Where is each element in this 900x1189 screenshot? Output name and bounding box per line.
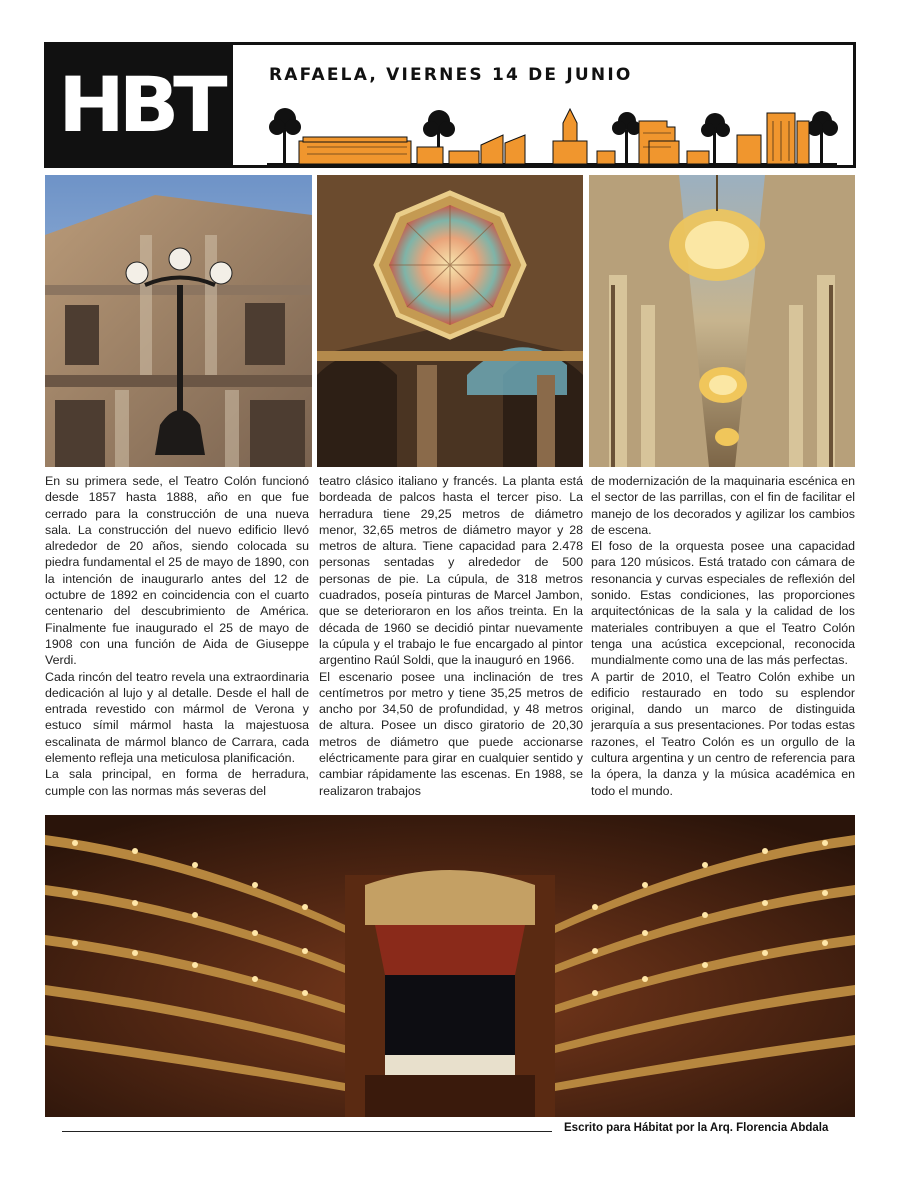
- footer-rule: [62, 1131, 552, 1132]
- author-credit: Escrito para Hábitat por la Arq. Florencia Abdala: [564, 1122, 829, 1134]
- facade-lamp-image: [45, 175, 312, 467]
- paragraph: En su primera sede, el Teatro Colón funcionó desde 1857 hasta 1888, año en que fue cerrado para la construcción de una nueva sala. La construcción del nuevo edificio llevó alrededor de 20 años, siendo colocada su piedra fundamental el 25 de mayo de 1890, con la intención de inaugurarlo antes del 12 de octubre de 1892 en coincidencia con el cuarto centenario del descubrimiento de América. Finalmente fue inaugurado el 25 de mayo de 1908 con una función de Aida de Giuseppe Verdi.: [45, 474, 309, 668]
- paragraph: La sala principal, en forma de herradura, cumple con las normas más severas del: [45, 767, 309, 798]
- facade-lamp-photo: [45, 175, 312, 467]
- paragraph: El escenario posee una inclinación de tres centímetros por metro y tiene 35,25 metros de ancho por 34,50 de profundidad, y 48 metros de altura. Posee un disco giratorio de 20,30 metros de diámetro que puede accionarse eléctricamente para girar en cualquier sentido y cambiar rápidamente las escenas. En 1988, se realizaron trabajos: [319, 669, 583, 798]
- paragraph: El foso de la orquesta posee una capacidad para 120 músicos. Está tratado con cámara de resonancia y curvas especiales de reflexión del sonido. Estas condiciones, las proporciones arquitectónicas de la sala y la calidad de los materiales contribuyen a que el Teatro Colón tenga una acústica excepcional, reconocida mundialmente como una de las más perfectas.: [591, 539, 855, 668]
- article-column-2: [319, 473, 583, 799]
- stained-glass-dome-photo: [317, 175, 583, 467]
- logo: [47, 45, 233, 165]
- dome-image: [317, 175, 583, 467]
- article-column-1: [45, 473, 309, 799]
- masthead: [44, 42, 856, 168]
- auditorium-image: [45, 815, 855, 1117]
- logo-text: HBT: [58, 60, 222, 149]
- auditorium-panorama-photo: [45, 815, 855, 1117]
- golden-hall-image: [589, 175, 855, 467]
- paragraph: teatro clásico italiano y francés. La planta está bordeada de palcos hasta el tercer piso. La herradura tiene 29,25 metros de diámetro menor, 32,65 metros de diámetro mayor y 28 metros de altura. Tiene capacidad para 2.478 personas sentadas y alrededor de 500 personas de pie. La cúpula, de 318 metros cuadrados, poseía pinturas de Marcel Jambon, que se deterioraron en los años treinta. En la década de 1960 se decidió pintar nuevamente la cúpula y el trabajo le fue encargado al pintor argentino Raúl Soldi, que la inauguró en 1966.: [319, 474, 583, 668]
- golden-hall-chandeliers-photo: [589, 175, 855, 467]
- city-skyline-illustration: [267, 91, 847, 165]
- article-column-3: [591, 473, 855, 799]
- paragraph: Cada rincón del teatro revela una extraordinaria dedicación al lujo y al detalle. Desde el hall de entrada revestido con mármol de Verona y estuco símil mármol hasta la majestuosa escalinata de mármol blanco de Carrara, cada elemento refleja una meticulosa planificación.: [45, 669, 309, 766]
- paragraph: de modernización de la maquinaria escénica en el sector de las parrillas, con el fin de facilitar el manejo de los decorados y agilizar los cambios de escena.: [591, 474, 855, 537]
- paragraph: A partir de 2010, el Teatro Colón exhibe un edificio restaurado en todo su esplendor original, dando un marco de distinguida jerarquía a sus presentaciones. Por todas estas razones, el Teatro Colón es un orgullo de la cultura argentina y un centro de referencia para la ópera, la danza y la música académica en todo el mundo.: [591, 669, 855, 798]
- dateline: RAFAELA, VIERNES 14 DE JUNIO: [269, 65, 633, 85]
